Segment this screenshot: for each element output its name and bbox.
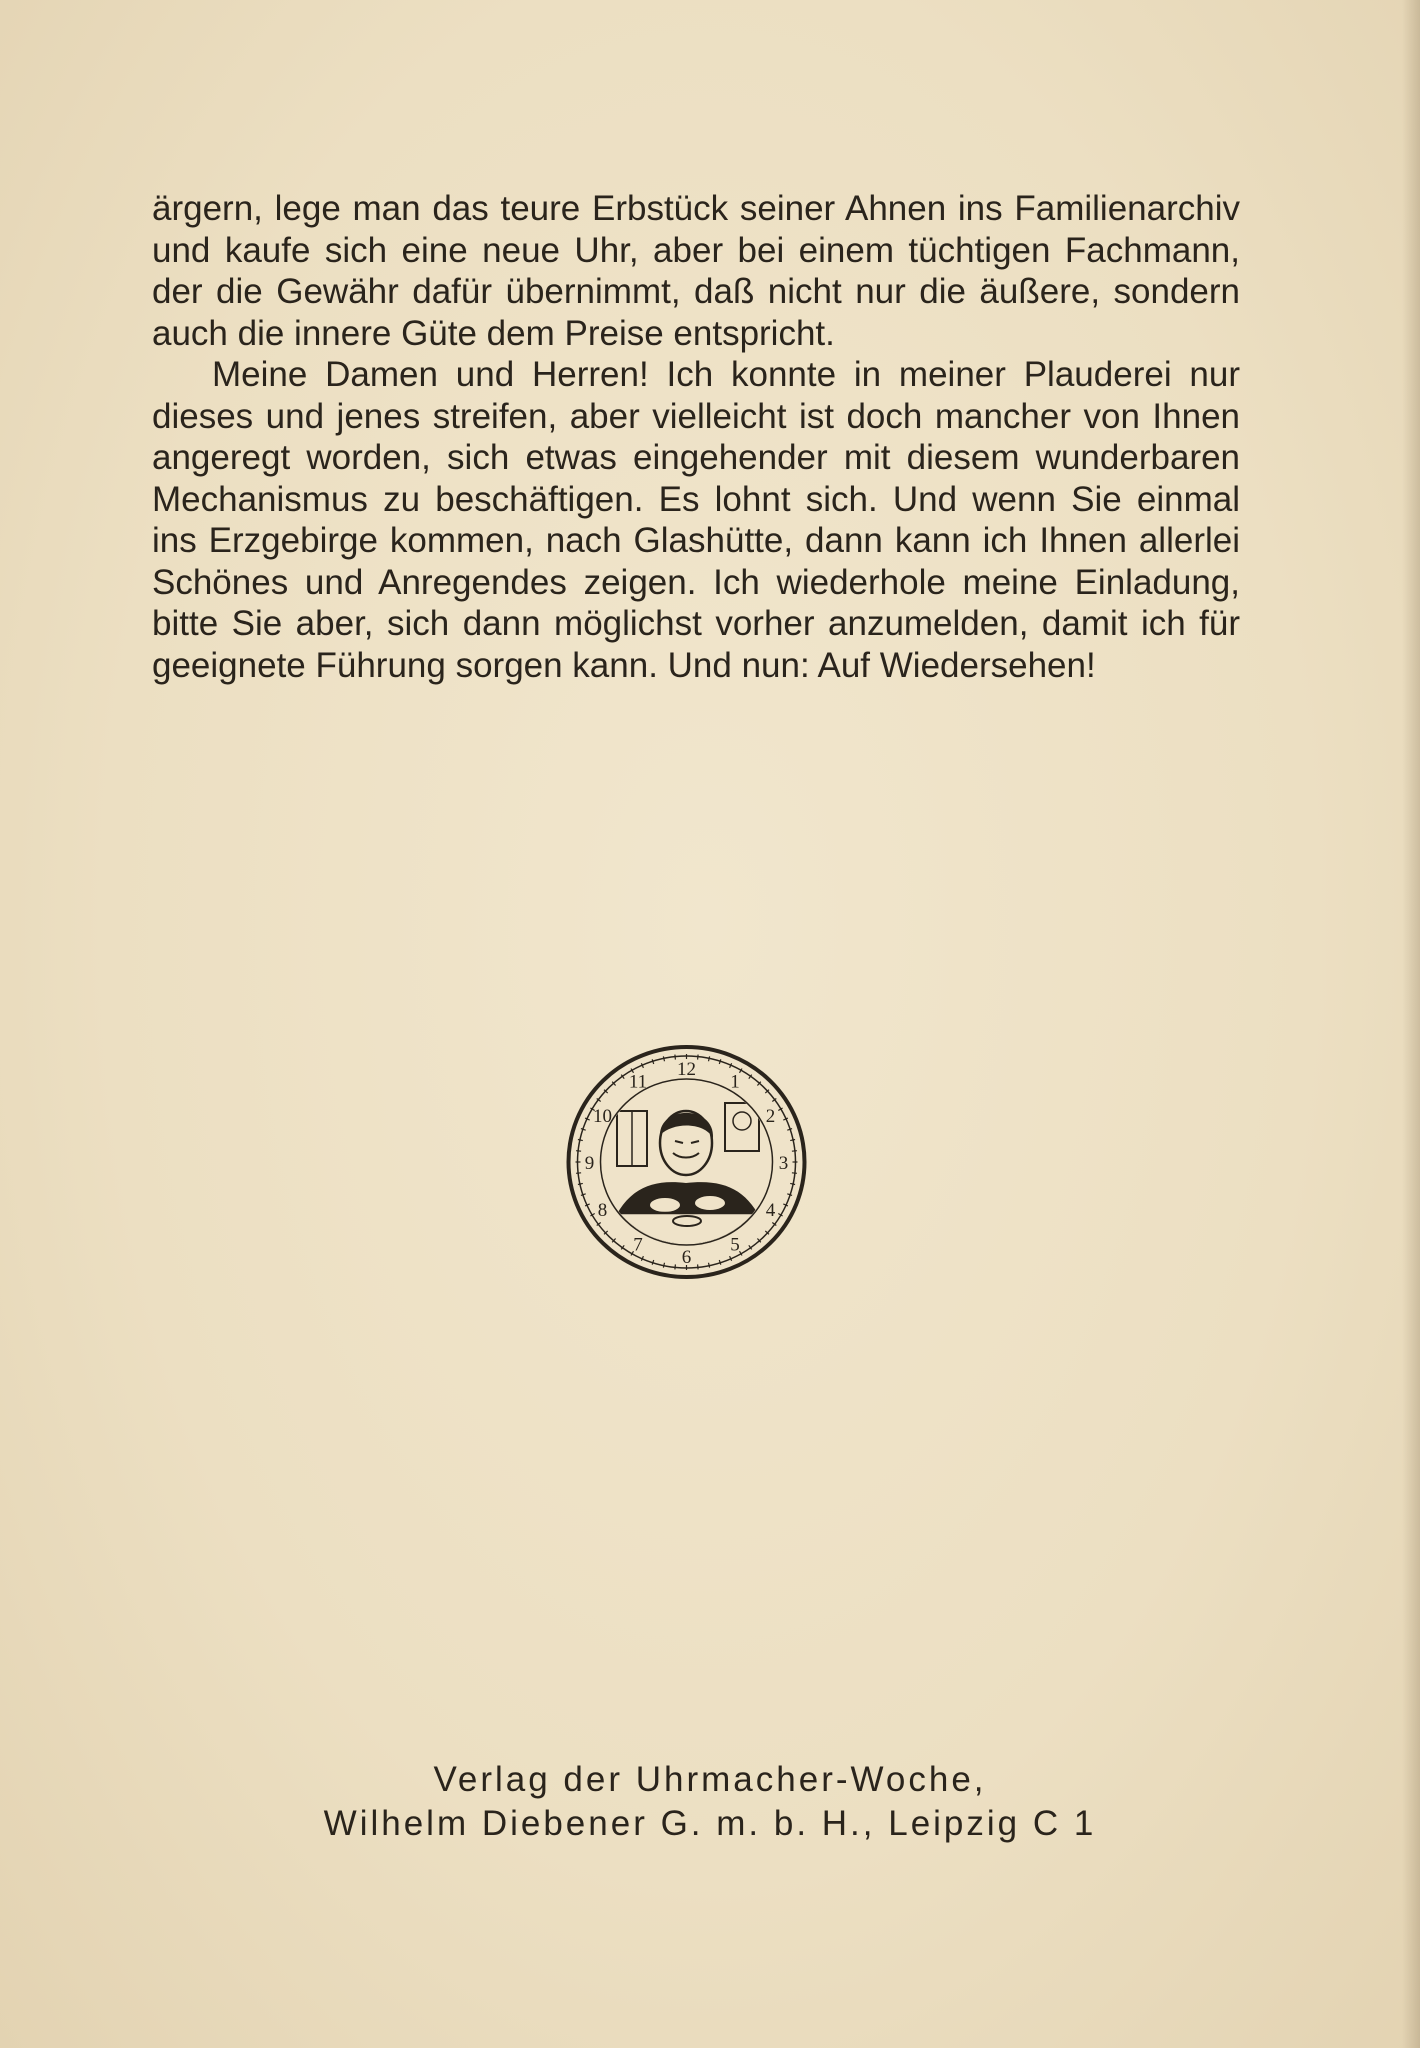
imprint-line-2: Wilhelm Diebener G. m. b. H., Leipzig C 1 — [323, 1804, 1097, 1843]
clock-tick — [792, 1173, 797, 1174]
clock-tick — [698, 1264, 699, 1269]
clock-tick — [675, 1055, 676, 1060]
clock-numeral-5: 5 — [730, 1234, 740, 1256]
clock-numeral-11: 11 — [628, 1071, 648, 1093]
clock-numeral-4: 4 — [765, 1200, 776, 1221]
clock-tick — [576, 1173, 581, 1174]
body-text — [152, 188, 1240, 686]
clock-tick — [576, 1151, 581, 1152]
clock-numeral-9: 9 — [584, 1153, 595, 1174]
clock-numeral-3: 3 — [778, 1153, 789, 1174]
clock-numeral-2: 2 — [765, 1106, 776, 1127]
clock-numeral-8: 8 — [597, 1200, 608, 1221]
clock-numeral-6: 6 — [681, 1247, 692, 1268]
clock-numeral-7: 7 — [633, 1234, 643, 1256]
clock-numeral-1: 1 — [730, 1071, 740, 1093]
clock-tick — [698, 1055, 699, 1060]
paragraph-2: Meine Damen und Herren! Ich konnte in meiner Plauderei nur dieses und jenes streifen, aber vielleicht ist doch mancher von Ihnen angeregt worden, sich etwas eingehender mit diesem wunderbaren Mechanismus zu beschäftigen. Es lohnt sich. Und wenn Sie einmal ins Erzgebirge kommen, nach Glashütte, dann kann ich Ihnen allerlei Schönes und Anregendes zeigen. Ich wiederhole meine Einladung, bitte Sie aber, sich dann möglichst vorher anzumelden, damit ich für geeignete Führung sorgen kann. Und nun: Auf Wiedersehen! — [152, 355, 1240, 685]
clock-tick — [792, 1151, 797, 1152]
clock-numeral-10: 10 — [593, 1106, 612, 1127]
clock-tick — [675, 1264, 676, 1269]
imprint-line-1: Verlag der Uhrmacher-Woche, — [433, 1760, 987, 1799]
paragraph-1: ärgern, lege man das teure Erbstück seiner Ahnen ins Familienarchiv und kaufe sich eine neue Uhr, aber bei einem tüchtigen Fachmann, der die Gewähr dafür übernimmt, daß nicht nur die äußere, sondern auch die innere Güte dem Preise entspricht. — [152, 189, 1240, 353]
publisher-imprint — [0, 1758, 1420, 1846]
clock-numeral-12: 12 — [677, 1059, 696, 1080]
clock-watchmaker-emblem-icon — [565, 1043, 808, 1281]
